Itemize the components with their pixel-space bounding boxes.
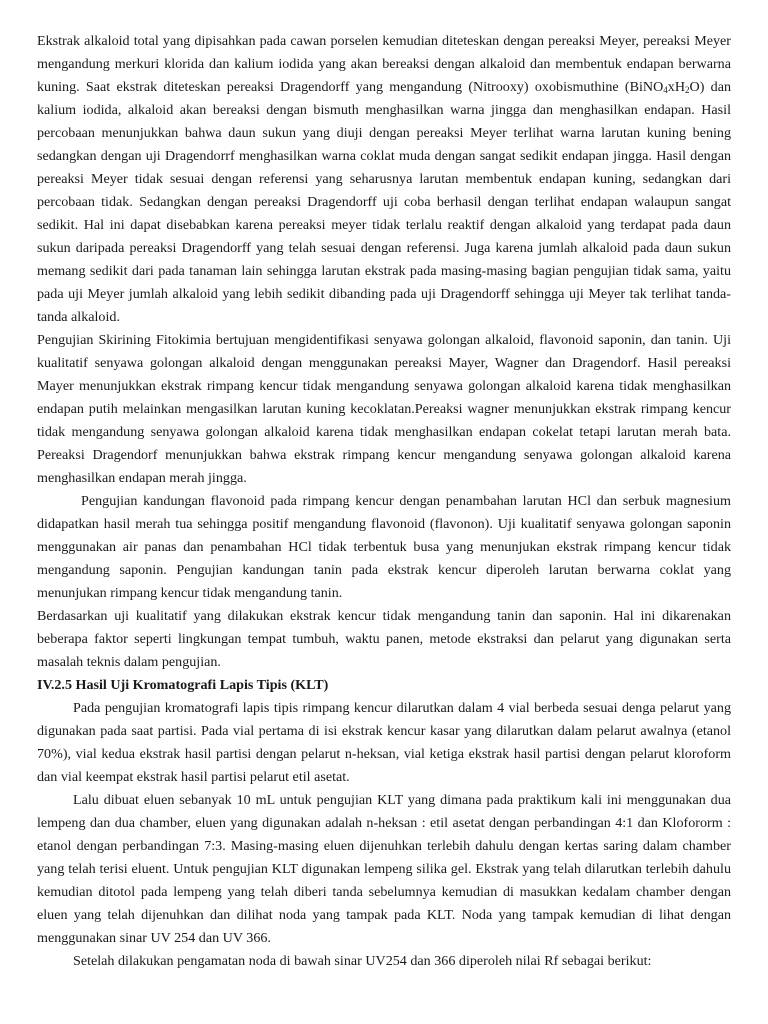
- document-page: [37, 30, 731, 973]
- paragraph-kesimpulan-kualitatif: Berdasarkan uji kualitatif yang dilakukan ekstrak kencur tidak mengandung tanin dan saponin. Hal ini dikarenakan beberapa faktor seperti lingkungan tempat tumbuh, waktu panen, metode ekstraksi dan pelarut yang digunakan serta masalah teknis dalam pengujian.: [37, 608, 731, 670]
- section-heading-klt: IV.2.5 Hasil Uji Kromatografi Lapis Tipis (KLT): [37, 677, 329, 693]
- paragraph-klt-rf-intro: Setelah dilakukan pengamatan noda di bawah sinar UV254 dan 366 diperoleh nilai Rf sebagai berikut:: [73, 953, 652, 969]
- paragraph-klt-eluen: Lalu dibuat eluen sebanyak 10 mL untuk pengujian KLT yang dimana pada praktikum kali ini menggunakan dua lempeng dan dua chamber, eluen yang digunakan adalah n-heksan : etil asetat dengan perbandingan 4:1 dan Klofororm : etanol dengan perbandingan 7:3. Masing-masing eluen dijenuhkan terlebih dahulu dengan kertas saring dalam chamber yang telah terisi eluent. Untuk pengujian KLT digunakan lempeng silika gel. Ekstrak yang telah dilarutkan terlebih dahulu kemudian ditotol pada lempeng yang telah diberi tanda sebelumnya kemudian di masukkan kedalam chamber dengan eluen yang telah dijenuhkan dan dilihat noda yang tampak pada KLT. Noda yang tampak kemudian di lihat dengan menggunakan sinar UV 254 dan UV 366.: [37, 792, 731, 946]
- paragraph-alkaloid-meyer-dragendorff: Ekstrak alkaloid total yang dipisahkan pada cawan porselen kemudian diteteskan dengan pereaksi Meyer, pereaksi Meyer mengandung merkuri klorida dan kalium iodida yang akan bereaksi dengan alkaloid dan membentuk endapan berwarna kuning. Saat ekstrak diteteskan pereaksi Dragendorff yang mengandung (Nitrooxy) oxobismuthine $(BiNO_4xH_2O)$ dan kalium iodida, alkaloid akan bereaksi dengan bismuth menghasilkan warna jingga dan menghasilkan endapan. Hasil percobaan menunjukkan bahwa daun sukun yang diuji dengan pereaksi Meyer terlihat warna larutan kuning bening sedangkan dengan uji Dragendorrf menghasilkan warna coklat muda dengan sangat sedikit endapan jingga. Hasil dengan pereaksi Meyer tidak sesuai dengan referensi yang seharusnya larutan membentuk endapan kuning, sedangkan dari percobaan tidak. Sedangkan dengan pereaksi Dragendorff uji coba berhasil dengan terlihat endapan walaupun sangat sedikit. Hal ini dapat disebabkan karena pereaksi meyer tidak terlalu reaktif dengan alkaloid yang terdapat pada daun sukun daripada pereaksi Dragendorff yang telah sesuai dengan referensi. Juga karena jumlah alkaloid pada daun sukun memang sedikit dari pada tanaman lain sehingga larutan ekstrak pada masing-masing bagian pengujian tidak sama, yaitu pada uji Meyer jumlah alkaloid yang lebih sedikit dibanding pada uji Dragendorff sehingga uji Meyer tak terlihat tanda-tanda alkaloid.: [37, 33, 731, 325]
- paragraph-klt-vial: Pada pengujian kromatografi lapis tipis rimpang kencur dilarutkan dalam 4 vial berbeda sesuai denga pelarut yang digunakan pada saat partisi. Pada vial pertama di isi ekstrak kencur kasar yang dilarutkan dalam pelarut awalnya (etanol 70%), vial kedua ekstrak hasil partisi dengan pelarut n-heksan, vial ketiga ekstrak hasil partisi dengan pelarut kloroform dan vial keempat ekstrak hasil partisi pelarut etil asetat.: [37, 700, 731, 785]
- paragraph-skrining-fitokimia: Pengujian Skirining Fitokimia bertujuan mengidentifikasi senyawa golongan alkaloid, flavonoid saponin, dan tanin. Uji kualitatif senyawa golongan alkaloid dengan menggunakan pereaksi Mayer, Wagner dan Dragendorf. Hasil pereaksi Mayer menunjukkan ekstrak rimpang kencur tidak mengandung senyawa golongan alkaloid karena tidak menghasilkan endapan putih melainkan mengasilkan larutan kuning kecoklatan.Pereaksi wagner menunjukkan ekstrak rimpang kencur tidak mengandung senyawa golongan alkaloid karena tidak menghasilkan endapan cokelat tetapi larutan merah bata. Pereaksi Dragendorf menunjukkan bahwa ekstrak rimpang kencur mengandung senyawa golongan alkaloid karena menghasilkan endapan merah jingga.: [37, 332, 731, 486]
- paragraph-flavonoid-saponin-tanin: Pengujian kandungan flavonoid pada rimpang kencur dengan penambahan larutan HCl dan serbuk magnesium didapatkan hasil merah tua sehingga positif mengandung flavonoid (flavonon). Uji kualitatif senyawa golongan saponin menggunakan air panas dan penambahan HCl tidak terbentuk busa yang menunjukan ekstrak rimpang kencur tidak mengandung saponin. Pengujian kandungan tanin pada ekstrak kencur diperoleh larutan berwarna coklat yang menunjukan rimpang kencur tidak mengandung tanin.: [37, 493, 731, 601]
